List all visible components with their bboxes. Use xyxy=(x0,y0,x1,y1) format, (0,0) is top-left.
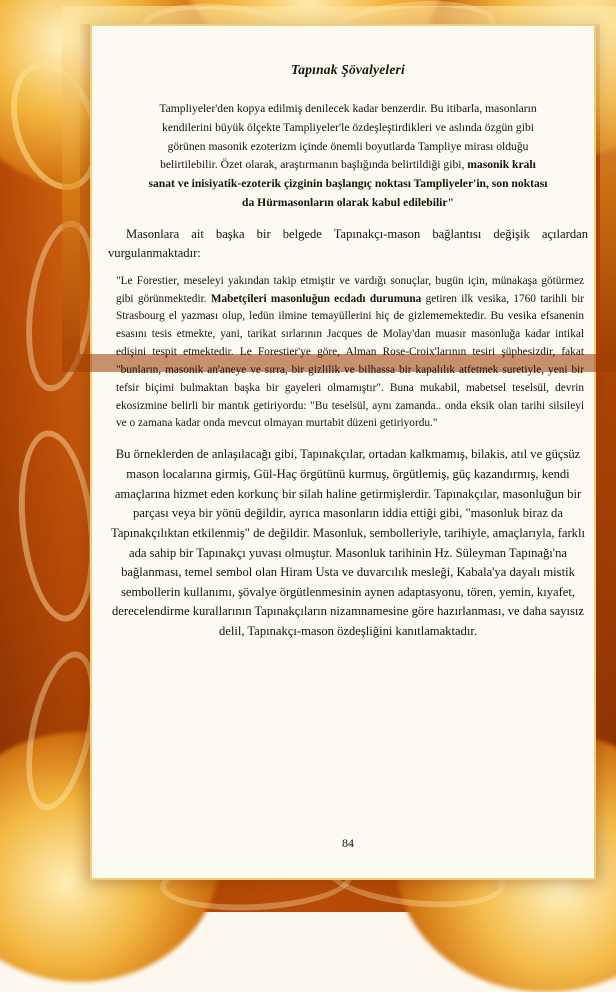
intro-paragraph xyxy=(146,100,550,213)
intro-text-bold: masonik kralı sanat ve inisiyatik-ezoterik çizginin başlangıç noktası Tampliyeler'in, son noktası da Hürmasonların olarak kabul edilebilir" xyxy=(148,158,548,209)
page-number: 84 xyxy=(342,836,354,850)
block-quote xyxy=(108,273,588,434)
quote-part-1: "Le Forestier, meseleyi yakından takip etmiştir ve vardığı sonuçlar, bugün için, münakaşa götürmez gibi görünmektedir. xyxy=(116,274,584,305)
quote-part-2: getiren ilk vesika, 1760 tarihli bir Strasbourg el yazması olup, ledün ilmine temayüllerini hiç de gizlememektedir. Bu vesika efsanenin esasını tesis etmekte, yani, tarikat sırlarının Jacques de Molay'dan muasır masonluğa kadar intikal edişini tespit etmektedir. Le Forestier'ye göre, Alman Rose-Croix'larının tesiri şüphesizdir, fakat "bunların, masonik an'aneye ve sırra, bir gizlilik ve bilhassa bir kapalılık atfetmek suretiyle, yeni bir tefsir biçimi bulmaktan başka bir gayeleri olmamıştır". Buna mukabil, mabetsel teselsül, devrin ekosizmine belirli bir mantık getiriyordu: "Bu teselsül, aynı zamanda.. onda eksik olan tarihi silsileyi ve o zamana kadar onda mevcut olmayan murtabit düzeni getiriyordu." xyxy=(116,292,584,430)
body-paragraph-2: Masonlara ait başka bir belgede Tapınakçı-mason bağlantısı değişik açılardan vurgulanmaktadır: xyxy=(108,226,588,261)
quote-part-bold: Mabetçileri masonluğun ecdadı durumuna xyxy=(210,292,422,305)
intro-text-normal: Tampliyeler'den kopya edilmiş denilecek kadar benzerdir. Bu itibarla, masonların kendilerini büyük ölçekte Tampliyeler'le özdeşleştirdikleri ve aslında özgün gibi görünen masonik ezoterizm içinde önemli boyutlarda Tampliye mirası olduğu belirtilebilir. Özet olarak, araştırmanın başlığında belirtildiği gibi, xyxy=(159,102,537,172)
body-paragraph-3: Bu örneklerden de anlaşılacağı gibi, Tapınakçılar, ortadan kalkmamış, bilakis, atıl ve güçsüz mason localarına girmiş, Gül-Haç örgütünü kurmuş, örgütlemiş, güç kazandırmış, kendi amaçlarına hizmet eden korkunç bir silah haline getirmişlerdir. Tapınakçılar, masonluğun bir parçası veya bir yönü değildir, ayrıca masonların iddia ettiği gibi, "masonluk biraz da Tapınakçılıktan etkilenmiş" de değildir. Masonluk, sembolleriyle, tarihiyle, amaçlarıyla, farklı ada sahip bir Tapınakçı yuvası olmuştur. Masonluk tarihinin Hz. Süleyman Tapınağı'na bağlanması, temel sembol olan Hiram Usta ve duvarcılık mesleği, Kabala'ya dayalı mistik sembollerin kullanımı, şövalye örgütlenmesinin aynen adaptasyonu, tören, yemin, kıyafet, derecelendirme kurallarının Tapınakçıların nizamnamesine göre hazırlanması, ve daha sayısız delil, Tapınakçı-mason özdeşliğini kanıtlamaktadır. xyxy=(111,447,585,639)
ornament-swirl xyxy=(10,427,104,626)
page-title: Tapınak Şövalyeleri xyxy=(291,62,405,77)
page-content xyxy=(108,46,588,866)
